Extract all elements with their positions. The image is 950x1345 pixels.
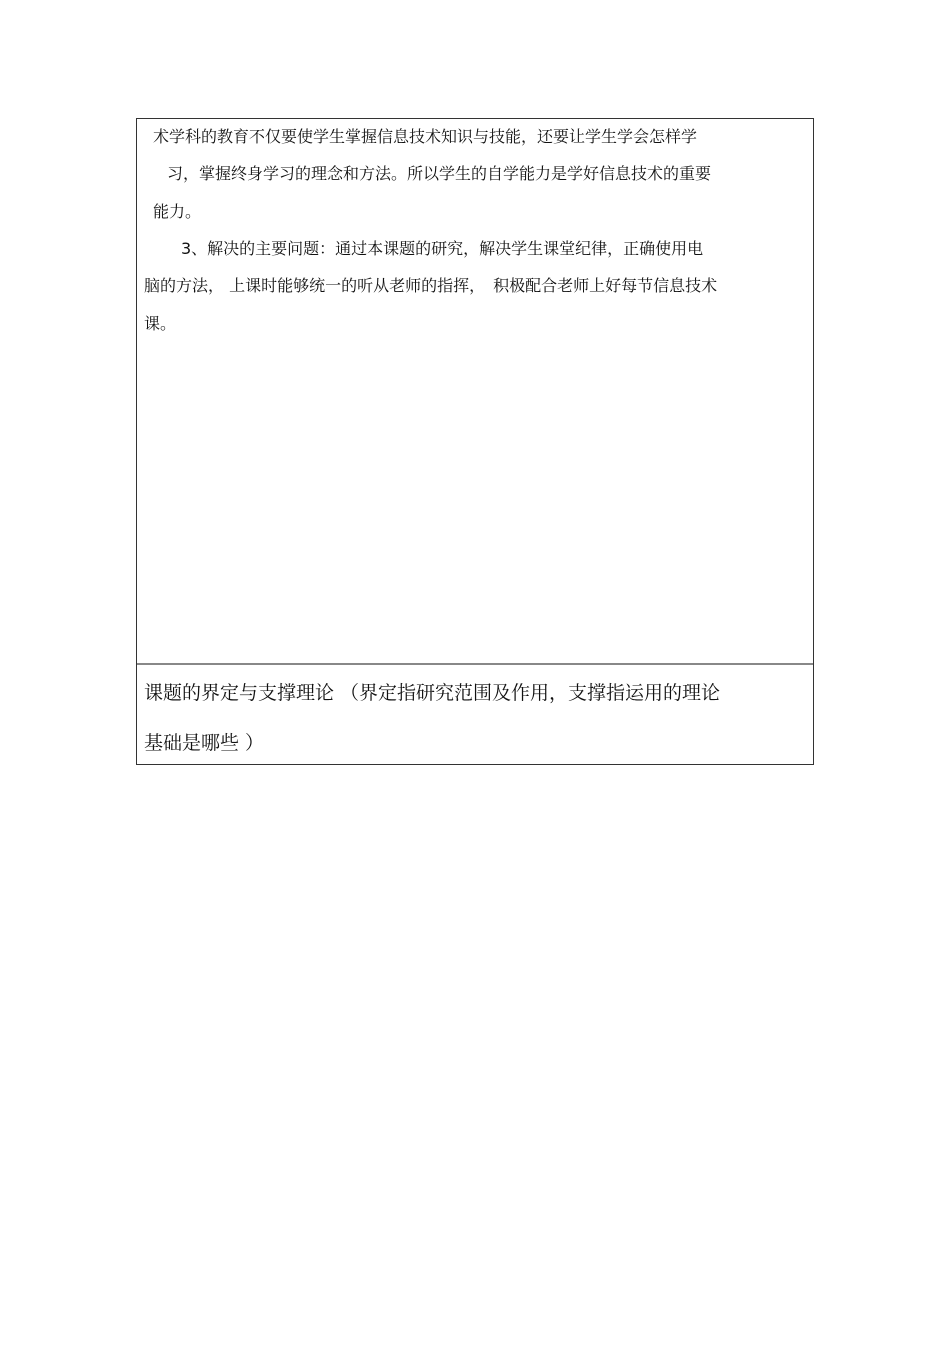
- paragraph-line: 习，掌握终身学习的理念和方法。所以学生的自学能力是学好信息技术的重要: [167, 164, 712, 183]
- form-table: [136, 118, 814, 765]
- paragraph-line: 术学科的教育不仅要使学生掌握信息技术知识与技能，还要让学生学会怎样学: [153, 127, 698, 146]
- paragraph-line: 脑的方法， 上课时能够统一的听从老师的指挥， 积极配合老师上好每节信息技术: [144, 276, 718, 295]
- section-heading-line: 课题的界定与支撑理论 （界定指研究范围及作用，支撑指运用的理论: [144, 682, 721, 704]
- section-heading-line: 基础是哪些 ）: [144, 732, 265, 754]
- definition-cell: [137, 665, 813, 764]
- paragraph-line: 3、解决的主要问题：通过本课题的研究，解决学生课堂纪律，正确使用电: [181, 239, 704, 258]
- paragraph-line: 能力。: [153, 202, 202, 221]
- content-cell: [137, 119, 813, 665]
- paragraph-line: 课。: [144, 314, 177, 333]
